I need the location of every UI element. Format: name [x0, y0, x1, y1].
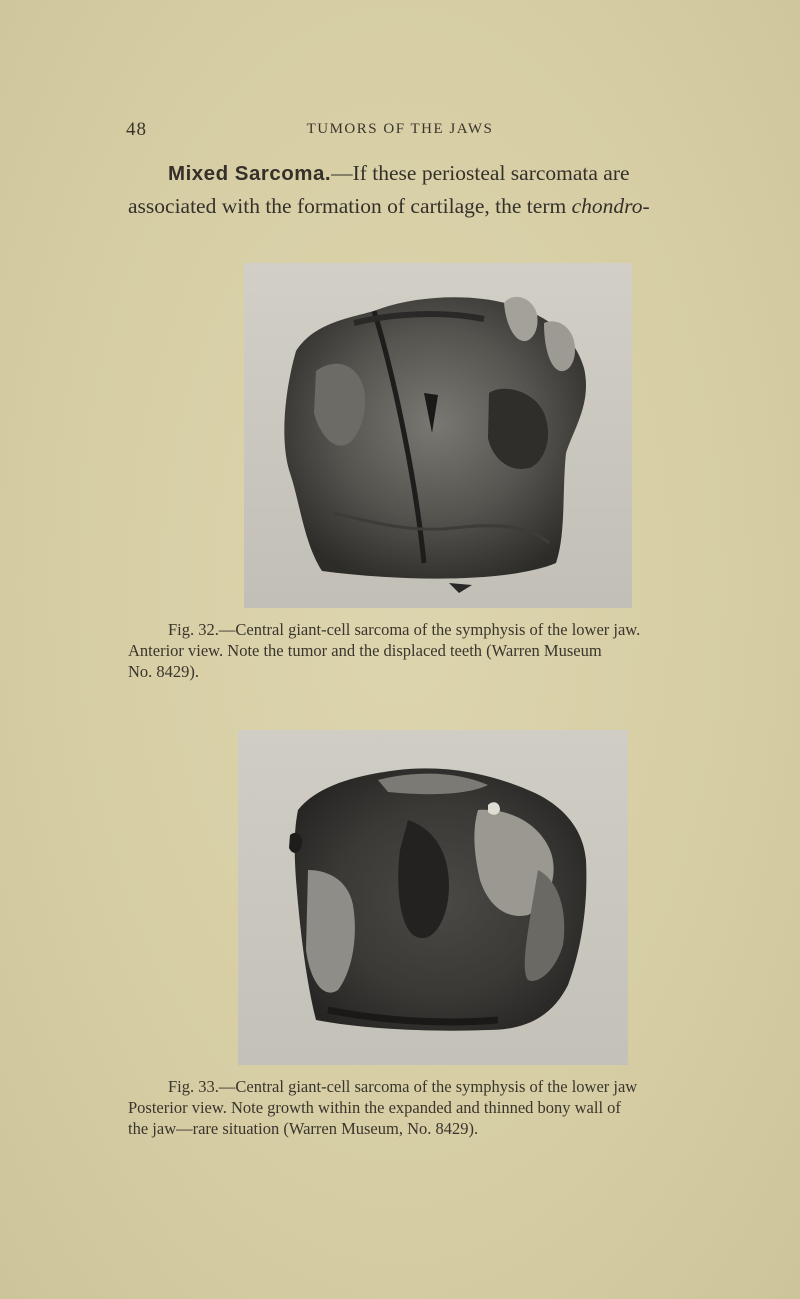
- figure-32-caption: [128, 619, 678, 682]
- figure-32-caption-line-2: Anterior view. Note the tumor and the displaced teeth (Warren Museum: [128, 641, 602, 660]
- body-line-2-italic: chondro-: [571, 194, 650, 218]
- body-line-1-text: —If these periosteal sarcomata are: [331, 161, 630, 185]
- figure-33-caption-line-3: the jaw—rare situation (Warren Museum, No. 8429).: [128, 1119, 479, 1138]
- page-number: 48: [126, 119, 147, 140]
- figure-33-caption-line-2: Posterior view. Note growth within the expanded and thinned bony wall of: [128, 1098, 621, 1117]
- figure-32-specimen: [244, 263, 632, 608]
- body-line-2: [128, 190, 673, 222]
- figure-32-caption-line-3: No. 8429).: [128, 662, 200, 681]
- figure-32-photo: [244, 263, 632, 608]
- figure-33-photo: [238, 730, 628, 1065]
- figure-33-specimen: [238, 730, 628, 1065]
- figure-33-caption: [128, 1076, 678, 1139]
- body-line-1: [128, 157, 673, 190]
- section-heading: Mixed Sarcoma.: [168, 162, 332, 185]
- figure-32-caption-line-1: Fig. 32.—Central giant-cell sarcoma of the symphysis of the lower jaw.: [168, 620, 641, 639]
- body-paragraph: [128, 157, 673, 222]
- body-line-2-text: associated with the formation of cartilage, the term: [128, 194, 572, 218]
- running-head: TUMORS OF THE JAWS: [306, 121, 494, 137]
- figure-33-caption-line-1: Fig. 33.—Central giant-cell sarcoma of the symphysis of the lower jaw: [168, 1077, 638, 1096]
